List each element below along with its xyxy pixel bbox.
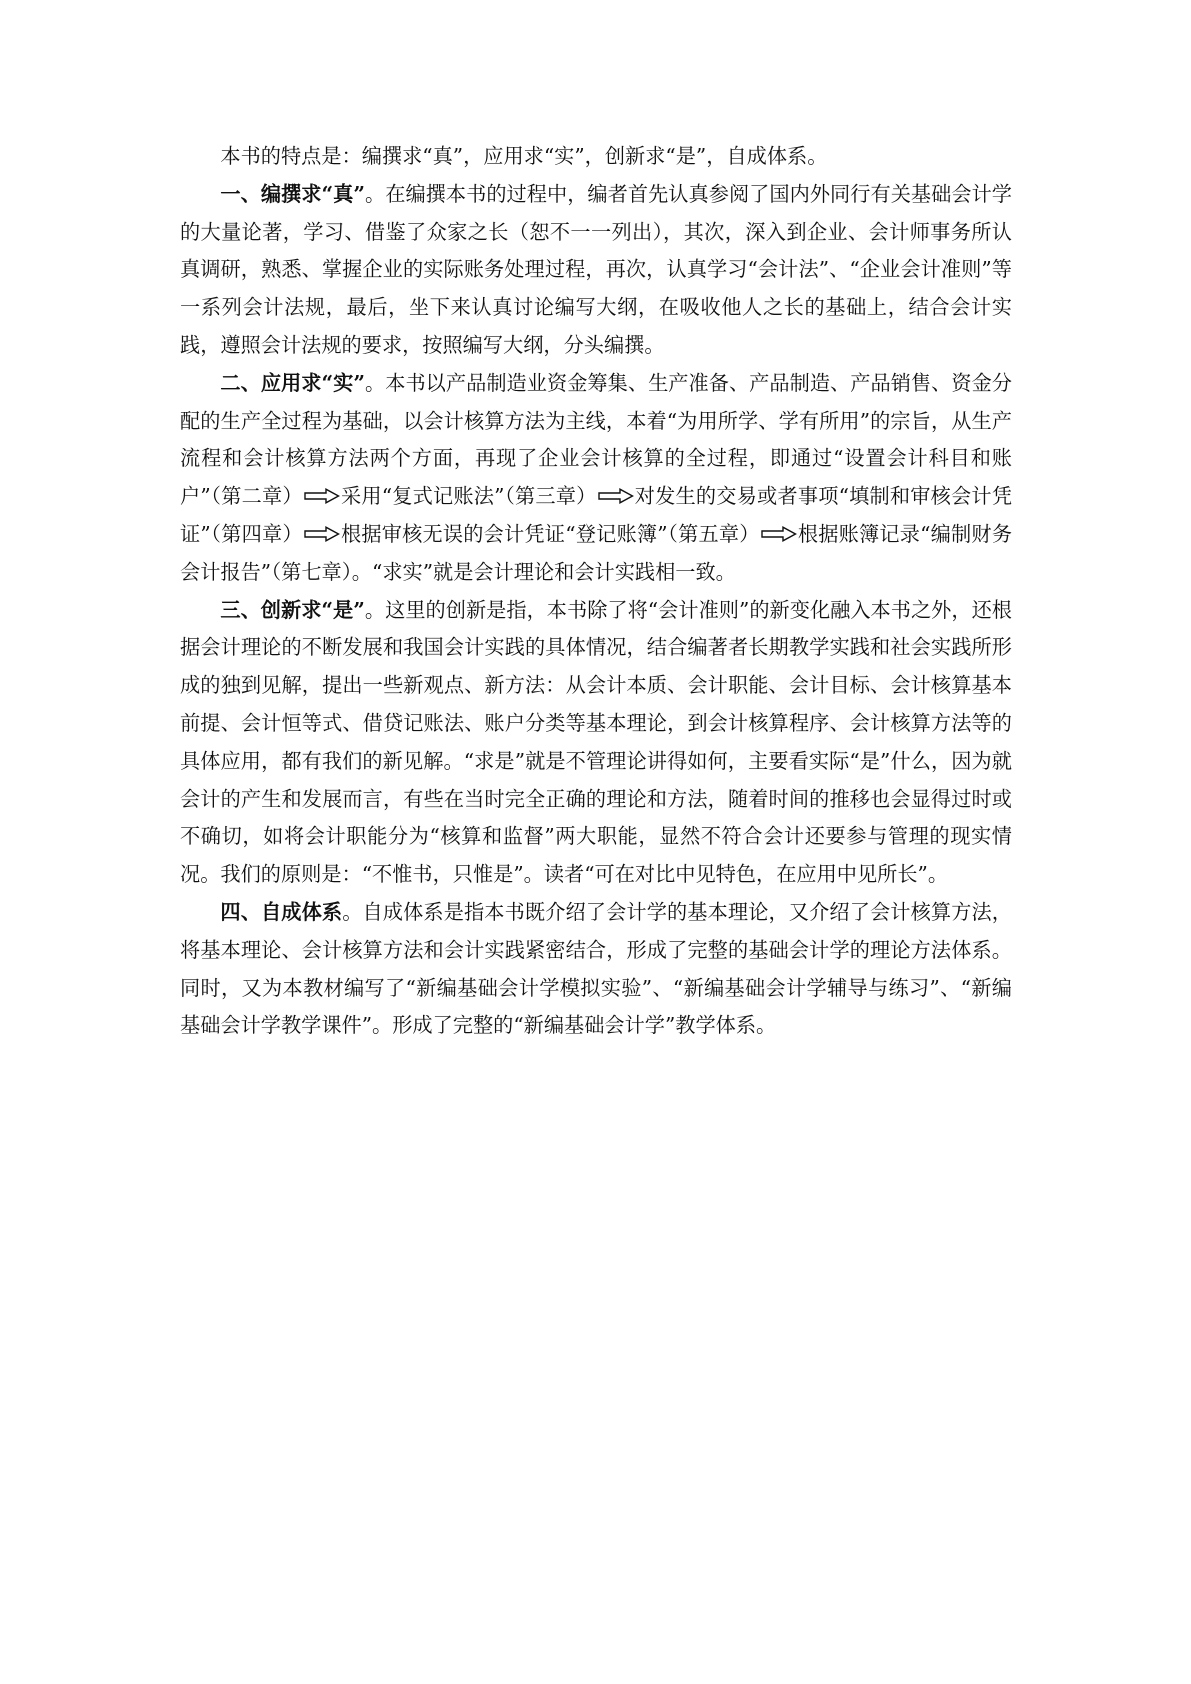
- section-2-segment: 。本书以产品制造业资金筹集、生产准备、产品制造、产品销售、资金分配的生产全过程为基础，以会计核算方法为主线，本着“为用所学、学有所用”的宗旨，从生产流程和会计核算方法两个方面，再现了企业会计核算的全过程，即通过“设置会计科目和账户”（第二章）: [180, 370, 1012, 509]
- section-2-segment: 采用“复式记账法”（第三章）: [340, 484, 597, 509]
- section-3-paragraph: [180, 592, 1012, 894]
- intro-paragraph: 本书的特点是：编撰求“真”，应用求“实”，创新求“是”，自成体系。: [220, 144, 828, 168]
- section-1-body: 。在编撰本书的过程中，编者首先认真参阅了国内外同行有关基础会计学的大量论著，学习、借鉴了众家之长（恕不一一列出），其次，深入到企业、会计师事务所认真调研，熟悉、掌握企业的实际账务处理过程，再次，认真学习“会计法”、“企业会计准则”等一系列会计法规，最后，坐下来认真讨论编写大纲，在吸收他人之长的基础上，结合会计实践，遵照会计法规的要求，按照编写大纲，分头编撰。: [180, 181, 1012, 357]
- right-arrow-icon: [761, 526, 797, 542]
- right-arrow-icon: [304, 488, 340, 504]
- section-2-segment: 根据审核无误的会计凭证“登记账簿”（第五章）: [340, 521, 760, 546]
- section-2-segment: 根据账簿记录“编制财务会计报告”（第七章）。“求实”就是会计理论和会计实践相一致。: [180, 521, 1013, 584]
- section-3-body: 。这里的创新是指，本书除了将“会计准则”的新变化融入本书之外，还根据会计理论的不断发展和我国会计实践的具体情况，结合编著者长期教学实践和社会实践所形成的独到见解，提出一些新观点、新方法：从会计本质、会计职能、会计目标、会计核算基本前提、会计恒等式、借贷记账法、账户分类等基本理论，到会计核算程序、会计核算方法等的具体应用，都有我们的新见解。“求是”就是不管理论讲得如何，主要看实际“是”什么，因为就会计的产生和发展而言，有些在当时完全正确的理论和方法，随着时间的推移也会显得过时或不确切，如将会计职能分为“核算和监督”两大职能，显然不符合会计还要参与管理的现实情况。我们的原则是：“不惟书，只惟是”。读者“可在对比中见特色，在应用中见所长”。: [180, 597, 1012, 887]
- section-2-paragraph: [180, 365, 1012, 592]
- section-3-heading: 三、创新求“是”: [220, 597, 365, 622]
- section-4-paragraph: [180, 894, 1012, 1045]
- section-2-segment: 对发生的交易或者事项“填制和审核会计凭证”（第四章）: [180, 484, 1013, 546]
- right-arrow-icon: [598, 488, 634, 504]
- right-arrow-icon: [304, 526, 340, 542]
- section-2-heading: 二、应用求“实”: [220, 370, 365, 395]
- preface-body: [180, 138, 1012, 1045]
- section-1-heading: 一、编撰求“真”: [220, 181, 365, 206]
- section-1-paragraph: [180, 176, 1012, 365]
- section-4-heading: 四、自成体系: [220, 899, 343, 924]
- section-4-body: 。自成体系是指本书既介绍了会计学的基本理论，又介绍了会计核算方法，将基本理论、会计核算方法和会计实践紧密结合，形成了完整的基础会计学的理论方法体系。同时，又为本教材编写了“新编基础会计学模拟实验”、“新编基础会计学辅导与练习”、“新编基础会计学教学课件”。形成了完整的“新编基础会计学”教学体系。: [180, 899, 1012, 1038]
